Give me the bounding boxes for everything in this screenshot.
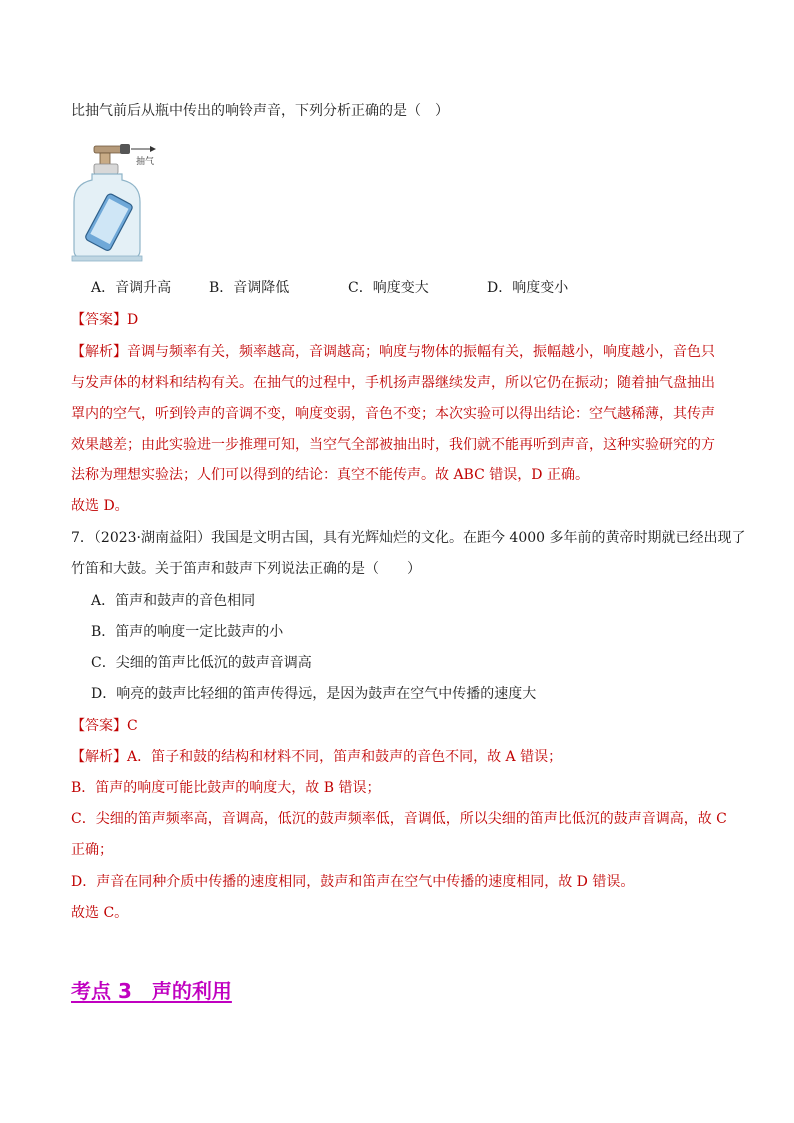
q6-stem: 比抽气前后从瓶中传出的响铃声音，下列分析正确的是（ ） bbox=[71, 103, 449, 119]
q7-analysis-line: C．尖细的笛声频率高，音调高，低沉的鼓声频率低，音调低，所以尖细的笛声比低沉的鼓声音调高，故 C bbox=[71, 811, 727, 827]
q7-stem-line: 竹笛和大鼓。关于笛声和鼓声下列说法正确的是（ ） bbox=[71, 561, 421, 577]
answer-tag: 【答案】 bbox=[71, 718, 127, 734]
answer-tag: 【答案】 bbox=[71, 312, 127, 328]
q7-conclusion: 故选 C。 bbox=[71, 905, 129, 921]
q6-answer bbox=[71, 311, 138, 329]
q7-analysis-line: B．笛声的响度可能比鼓声的响度大，故 B 错误； bbox=[71, 780, 381, 796]
q7-stem-line: 7．（2023·湖南益阳）我国是文明古国，具有光辉灿烂的文化。在距今 4000 多年前的黄帝时期就已经出现了 bbox=[71, 530, 746, 546]
bell-jar-phone-figure bbox=[70, 138, 170, 262]
q6-conclusion: 故选 D。 bbox=[71, 498, 129, 514]
q6-option-c: C．响度变大 bbox=[348, 280, 429, 296]
answer-value: C bbox=[127, 718, 138, 734]
q7-answer bbox=[71, 717, 138, 735]
analysis-text: A．笛子和鼓的结构和材料不同，笛声和鼓声的音色不同，故 A 错误； bbox=[127, 749, 563, 765]
q6-analysis-line bbox=[71, 343, 715, 361]
q6-analysis-line: 法称为理想实验法；人们可以得到的结论：真空不能传声。故 ABC 错误，D 正确。 bbox=[71, 467, 589, 483]
section-heading: 考点 3 声的利用 bbox=[71, 979, 232, 1003]
q7-analysis-line: D．声音在同种介质中传播的速度相同，鼓声和笛声在空气中传播的速度相同，故 D 错误。 bbox=[71, 874, 635, 890]
analysis-tag: 【解析】 bbox=[71, 344, 127, 360]
q6-analysis-line: 罩内的空气，听到铃声的音调不变，响度变弱，音色不变；本次实验可以得出结论：空气越稀薄，其传声 bbox=[71, 406, 715, 422]
figure-label: 抽气 bbox=[136, 157, 155, 167]
q7-option-a: A．笛声和鼓声的音色相同 bbox=[91, 593, 256, 609]
q6-analysis-line: 效果越差；由此实验进一步推理可知，当空气全部被抽出时，我们就不能再听到声音，这种实验研究的方 bbox=[71, 437, 715, 453]
q6-option-a: A．音调升高 bbox=[91, 280, 172, 296]
analysis-tag: 【解析】 bbox=[71, 749, 127, 765]
analysis-text: 音调与频率有关，频率越高，音调越高；响度与物体的振幅有关，振幅越小，响度越小，音色只 bbox=[127, 344, 715, 360]
q7-option-d: D．响亮的鼓声比轻细的笛声传得远，是因为鼓声在空气中传播的速度大 bbox=[91, 686, 537, 702]
q6-analysis-line: 与发声体的材料和结构有关。在抽气的过程中，手机扬声器继续发声，所以它仍在振动；随着抽气盘抽出 bbox=[71, 375, 715, 391]
q7-option-c: C．尖细的笛声比低沉的鼓声音调高 bbox=[91, 655, 312, 671]
answer-value: D bbox=[127, 312, 139, 328]
q7-analysis-line bbox=[71, 748, 562, 766]
q6-option-b: B．音调降低 bbox=[209, 280, 290, 296]
q7-analysis-line: 正确； bbox=[71, 842, 113, 858]
q6-option-d: D．响度变小 bbox=[487, 280, 569, 296]
q7-option-b: B．笛声的响度一定比鼓声的小 bbox=[91, 624, 284, 640]
